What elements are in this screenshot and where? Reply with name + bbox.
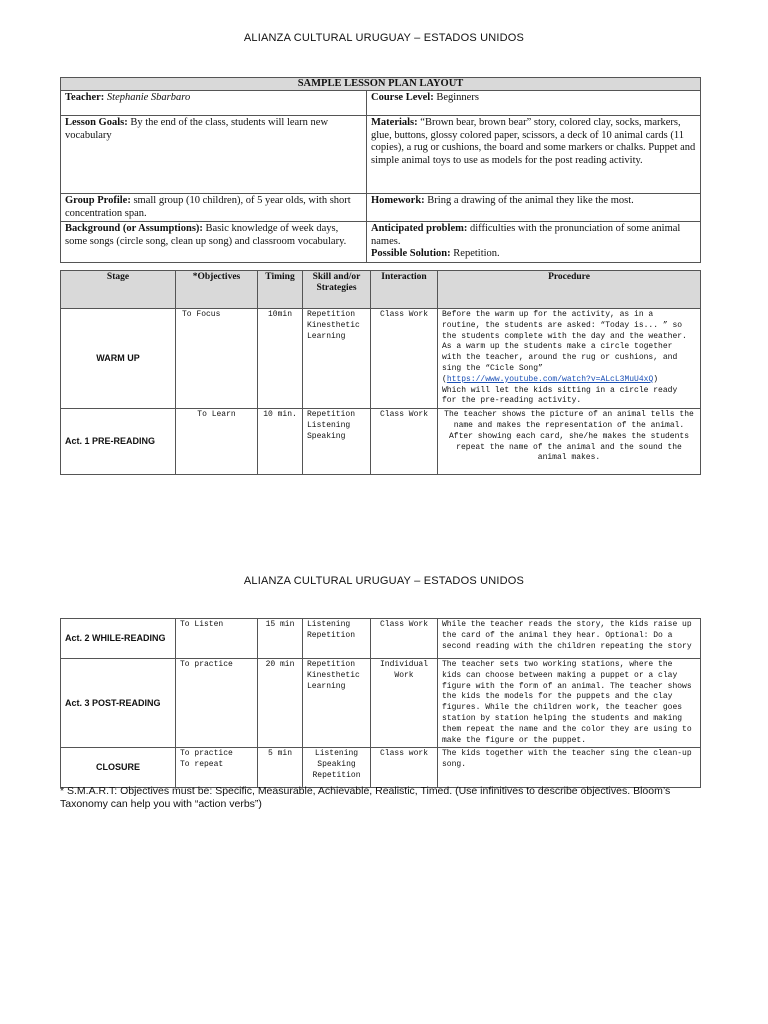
objective-cell: To practice: [176, 659, 258, 748]
course-level-cell: [367, 91, 701, 116]
background-cell: [61, 222, 367, 263]
timing-cell: 10min: [258, 309, 303, 409]
objective-cell: To Learn: [176, 409, 258, 475]
document-header: ALIANZA CULTURAL URUGUAY – ESTADOS UNIDOS: [243, 32, 525, 44]
anticipated-problem-value: difficulties with the pronunciation of some animal names.: [371, 223, 681, 247]
interaction-cell: Class Work: [371, 619, 438, 659]
stages-table-1: [60, 270, 701, 475]
homework-cell: [367, 194, 701, 222]
procedure-text: ) Which will let the kids sitting in a circle ready for the pre-reading activity.: [442, 374, 678, 406]
stage-name: WARM UP: [61, 309, 176, 409]
table-row: [61, 309, 701, 409]
materials-label: Materials:: [371, 117, 418, 128]
col-stage-header: Stage: [61, 271, 176, 309]
timing-cell: 20 min: [258, 659, 303, 748]
objective-cell: To Focus: [176, 309, 258, 409]
table-row: [61, 659, 701, 748]
objective-cell: To Listen: [176, 619, 258, 659]
stage-name: Act. 3 POST-READING: [61, 659, 176, 748]
group-profile-value: small group (10 children), of 5 year olds, with short concentration span.: [65, 195, 351, 219]
col-procedure-header: Procedure: [438, 271, 701, 309]
col-skill-header: Skill and/or Strategies: [303, 271, 371, 309]
skill-cell: Listening Speaking Repetition: [303, 748, 371, 788]
table-row: [61, 409, 701, 475]
course-level-value: Beginners: [436, 92, 479, 103]
background-value: Basic knowledge of week days, some songs (circle song, clean up song) and classroom vocabulary.: [65, 223, 347, 247]
materials-value: “Brown bear, brown bear” story, colored clay, socks, markers, glue, buttons, glossy colored paper, scissors, a deck of 10 animal cards (11 copies), a rug or cushions, the board and some markers or chalks. Puppet and simple animal toys to use as models for the post reading activity.: [371, 117, 696, 166]
timing-cell: 10 min.: [258, 409, 303, 475]
procedure-text: Before the warm up for the activity, as in a routine, the students are asked: “Today is... ” so the students complete with the day and the weather. As a warm up the students make a circle together with the teacher, around the rug or cushions, and sing the “Cicle Song” (: [442, 310, 687, 384]
interaction-cell: Class work: [371, 748, 438, 788]
interaction-cell: Class Work: [371, 409, 438, 475]
interaction-cell: Class Work: [371, 309, 438, 409]
skill-cell: Listening Repetition: [303, 619, 371, 659]
procedure-cell: [438, 309, 701, 409]
possible-solution-label: Possible Solution:: [371, 248, 451, 259]
timing-cell: 15 min: [258, 619, 303, 659]
anticipated-problem-label: Anticipated problem:: [371, 223, 468, 234]
teacher-label: Teacher:: [65, 92, 105, 103]
teacher-name: Stephanie Sbarbaro: [106, 92, 191, 103]
procedure-cell: The teacher sets two working stations, where the kids can choose between making a puppet or a clay figure with the form of an animal. The teacher shows the kids the models for the puppets and the clay figures. While the children work, the teacher goes station by station helping the students and making them repeat the name and the color they are using to make the figure or the puppet.: [438, 659, 701, 748]
stage-name: Act. 2 WHILE-READING: [61, 619, 176, 659]
lesson-goals-value: By the end of the class, students will learn new vocabulary: [65, 117, 329, 141]
stage-name: CLOSURE: [61, 748, 176, 788]
problem-cell: [367, 222, 701, 263]
possible-solution-value: Repetition.: [453, 248, 500, 259]
document-header: ALIANZA CULTURAL URUGUAY – ESTADOS UNIDOS: [243, 575, 525, 587]
group-profile-label: Group Profile:: [65, 195, 131, 206]
smart-footnote: * S.M.A.R.T: Objectives must be: Specific, Measurable, Achievable, Realistic, Timed. (Use infinitives to describe objectives. Bloom’s Taxonomy can help you with “action verbs”): [60, 785, 671, 810]
col-timing-header: Timing: [258, 271, 303, 309]
course-level-label: Course Level:: [371, 92, 434, 103]
skill-cell: Repetition Kinesthetic Learning: [303, 309, 371, 409]
stages-table-2: [60, 618, 701, 788]
interaction-cell: Individual Work: [371, 659, 438, 748]
table-row: [61, 748, 701, 788]
teacher-cell: [61, 91, 367, 116]
skill-cell: Repetition Listening Speaking: [303, 409, 371, 475]
homework-label: Homework:: [371, 195, 425, 206]
stage-name: Act. 1 PRE-READING: [61, 409, 176, 475]
col-interaction-header: Interaction: [371, 271, 438, 309]
group-profile-cell: [61, 194, 367, 222]
youtube-link[interactable]: https://www.youtube.com/watch?v=ALcL3MuU4xQ: [446, 374, 654, 384]
procedure-cell: The kids together with the teacher sing the clean-up song.: [438, 748, 701, 788]
lesson-plan-title: SAMPLE LESSON PLAN LAYOUT: [61, 78, 701, 91]
procedure-cell: While the teacher reads the story, the kids raise up the card of the animal they hear. Optional: Do a second reading with the children repeating the story: [438, 619, 701, 659]
col-objectives-header: *Objectives: [176, 271, 258, 309]
skill-cell: Repetition Kinesthetic Learning: [303, 659, 371, 748]
materials-cell: [367, 116, 701, 194]
homework-value: Bring a drawing of the animal they like the most.: [427, 195, 634, 206]
lesson-goals-cell: [61, 116, 367, 194]
procedure-cell: The teacher shows the picture of an animal tells the name and makes the representation of the animal. After showing each card, she/he makes the students repeat the name of the animal and the sound the animal makes.: [438, 409, 701, 475]
table-row: [61, 619, 701, 659]
background-label: Background (or Assumptions):: [65, 223, 203, 234]
lesson-goals-label: Lesson Goals:: [65, 117, 128, 128]
timing-cell: 5 min: [258, 748, 303, 788]
objective-cell: To practice To repeat: [176, 748, 258, 788]
lesson-info-table: [60, 77, 701, 263]
